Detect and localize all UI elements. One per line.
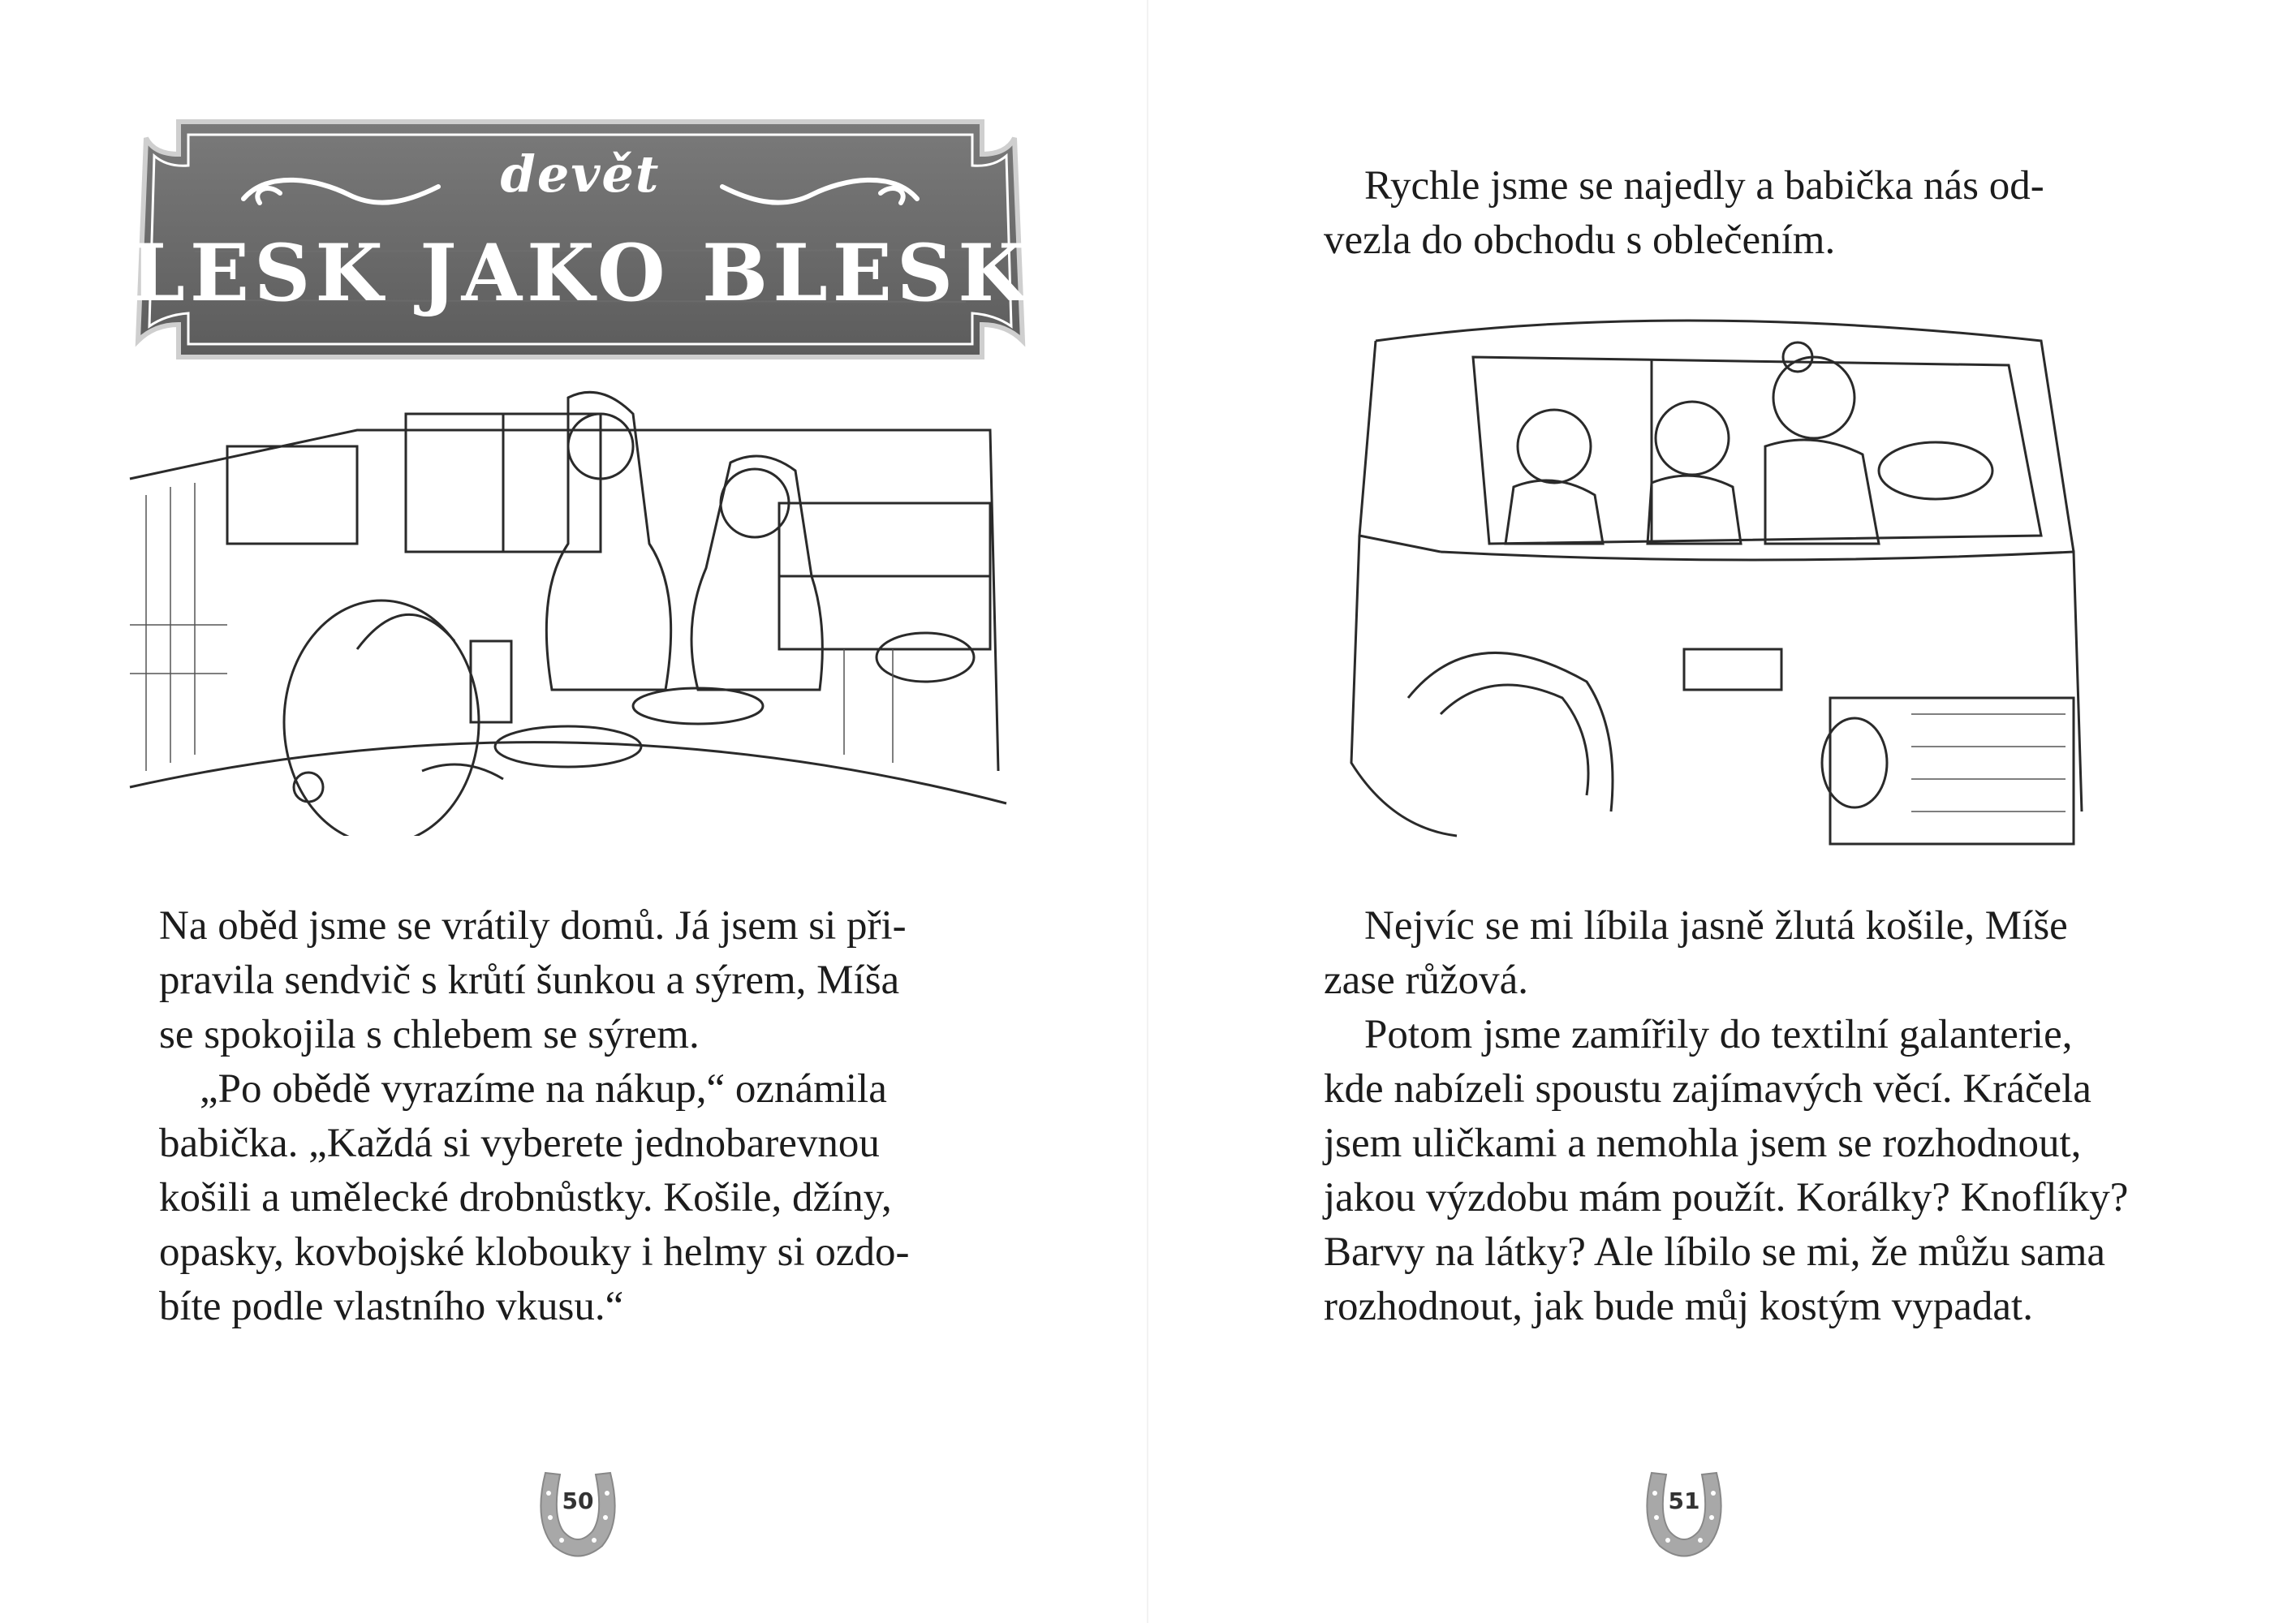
right-text-block-bottom [1324, 899, 2150, 1334]
left-text-block [159, 899, 1002, 1334]
kitchen-scene-sketch [114, 381, 1014, 836]
page-number: 50 [562, 1487, 594, 1514]
pickup-truck-sketch [1343, 308, 2090, 876]
right-paragraph-1: Rychle jsme se najedly a babička nás od- vezla do obchodu s oblečením. [1324, 163, 2044, 263]
page-number: 51 [1668, 1487, 1700, 1514]
chapter-title: LESK JAKO BLESK [130, 227, 1031, 319]
chapter-heading-sign [122, 105, 1039, 373]
right-text-block-top [1324, 159, 2150, 268]
page-number-badge [529, 1457, 627, 1562]
left-paragraph-1: Na oběd jsme se vrátily domů. Já jsem si při- pravila sendvič s krůtí šunkou a sýrem, Míša se spokojila s chlebem se sýrem. [159, 903, 907, 1057]
page-number-badge [1635, 1457, 1733, 1562]
left-paragraph-2: „Po obědě vyrazíme na nákup,“ oznámila babička. „Každá si vyberete jednobarevnou košili a umělecké drobnůstky. Košile, džíny, opasky, kovbojské klobouky i helmy si ozdo- bíte podle vlastního vkusu.“ [159, 1066, 910, 1329]
chapter-number: devět [500, 144, 661, 204]
car-illustration [1343, 308, 2090, 876]
kitchen-illustration [114, 381, 1014, 836]
right-paragraph-3: Potom jsme zamířily do textilní galanterie, kde nabízeli spoustu zajímavých věcí. Kráčela jsem uličkami a nemohla jsem se rozhodnout, jakou výzdobu mám použít. Korálky? Knoflíky? Barvy na látky? Ale líbilo se mi, že můžu sama rozhodnout, jak bude můj kostým vypadat. [1324, 1012, 2129, 1329]
right-paragraph-2: Nejvíc se mi líbila jasně žlutá košile, Míše zase růžová. [1324, 903, 2068, 1003]
right-page [1148, 0, 2296, 1623]
